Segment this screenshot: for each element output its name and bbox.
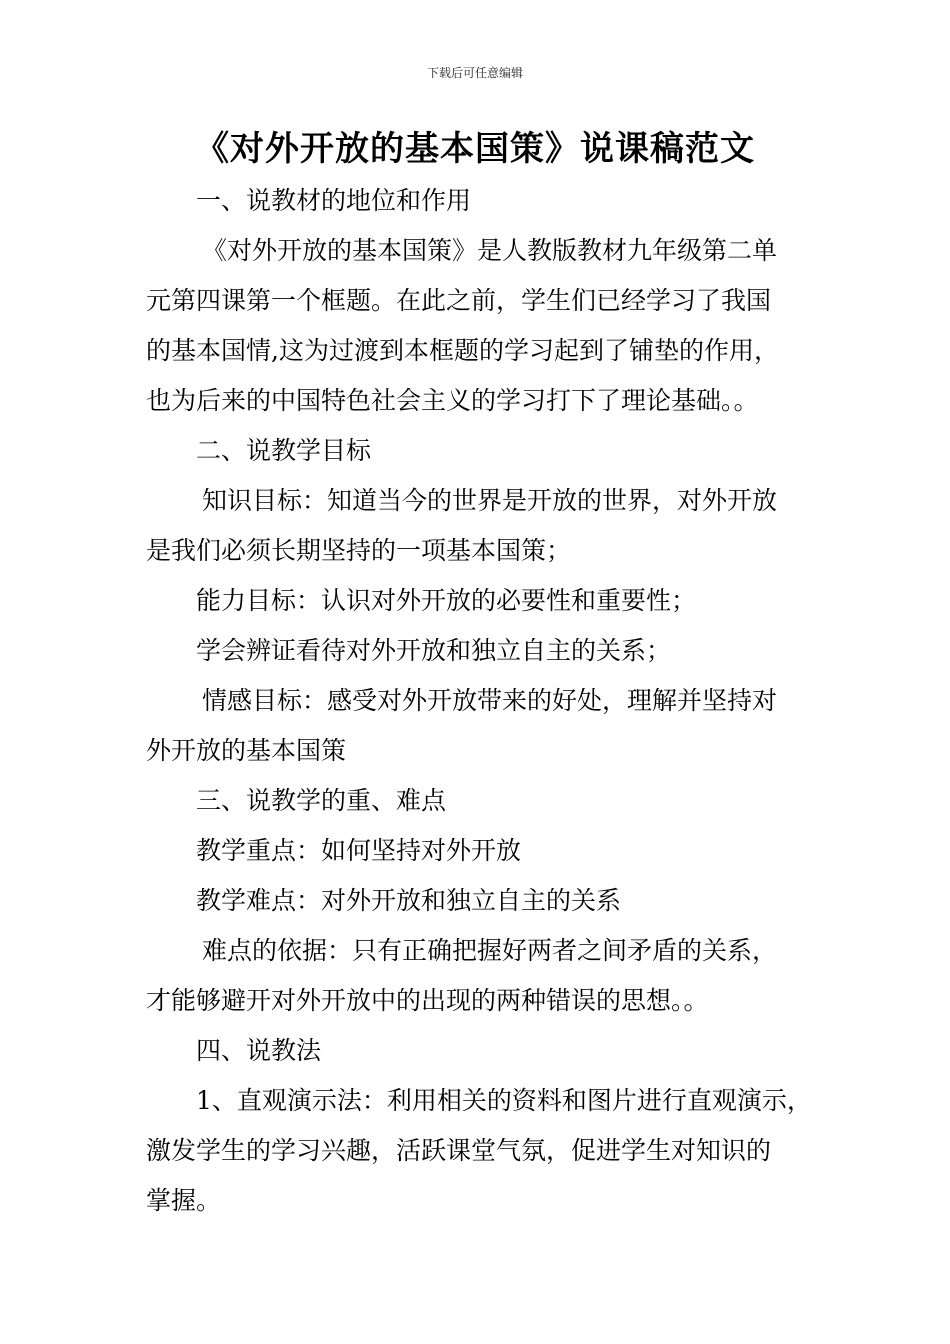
- section-heading-1: 一、说教材的地位和作用: [196, 186, 472, 215]
- paragraph-line: 学会辨证看待对外开放和独立自主的关系；: [196, 636, 672, 665]
- paragraph-line: 1、直观演示法：利用相关的资料和图片进行直观演示，: [196, 1086, 812, 1115]
- paragraph-line: 掌握。: [146, 1186, 222, 1215]
- paragraph-line: 教学重点：如何坚持对外开放: [196, 836, 522, 865]
- paragraph-line: 元第四课第一个框题。在此之前，学生们已经学习了我国: [146, 286, 772, 315]
- paragraph-line: 的基本国情,这为过渡到本框题的学习起到了铺垫的作用，: [146, 336, 779, 365]
- paragraph-line: 是我们必须长期坚持的一项基本国策；: [146, 536, 572, 565]
- paragraph-line: 激发学生的学习兴趣，活跃课堂气氛，促进学生对知识的: [146, 1136, 772, 1165]
- paragraph-line: 才能够避开对外开放中的出现的两种错误的思想。。: [146, 986, 709, 1015]
- paragraph-line: 外开放的基本国策: [146, 736, 347, 765]
- paragraph-line: 《对外开放的基本国策》是人教版教材九年级第二单: [202, 236, 778, 265]
- section-heading-2: 二、说教学目标: [196, 436, 372, 465]
- paragraph-line: 教学难点：对外开放和独立自主的关系: [196, 886, 622, 915]
- paragraph-line: 能力目标：认识对外开放的必要性和重要性；: [196, 586, 697, 615]
- paragraph-line: 情感目标：感受对外开放带来的好处，理解并坚持对: [202, 686, 778, 715]
- section-heading-3: 三、说教学的重、难点: [196, 786, 447, 815]
- paragraph-line: 难点的依据：只有正确把握好两者之间矛盾的关系，: [202, 936, 778, 965]
- document-body: [146, 176, 811, 1226]
- header-note: 下载后可任意编辑: [426, 66, 523, 80]
- document-title: 《对外开放的基本国策》说课稿范文: [195, 129, 755, 169]
- section-heading-4: 四、说教法: [196, 1036, 322, 1065]
- paragraph-line: 知识目标：知道当今的世界是开放的世界，对外开放: [202, 486, 778, 515]
- paragraph-line: 也为后来的中国特色社会主义的学习打下了理论基础。。: [146, 386, 759, 415]
